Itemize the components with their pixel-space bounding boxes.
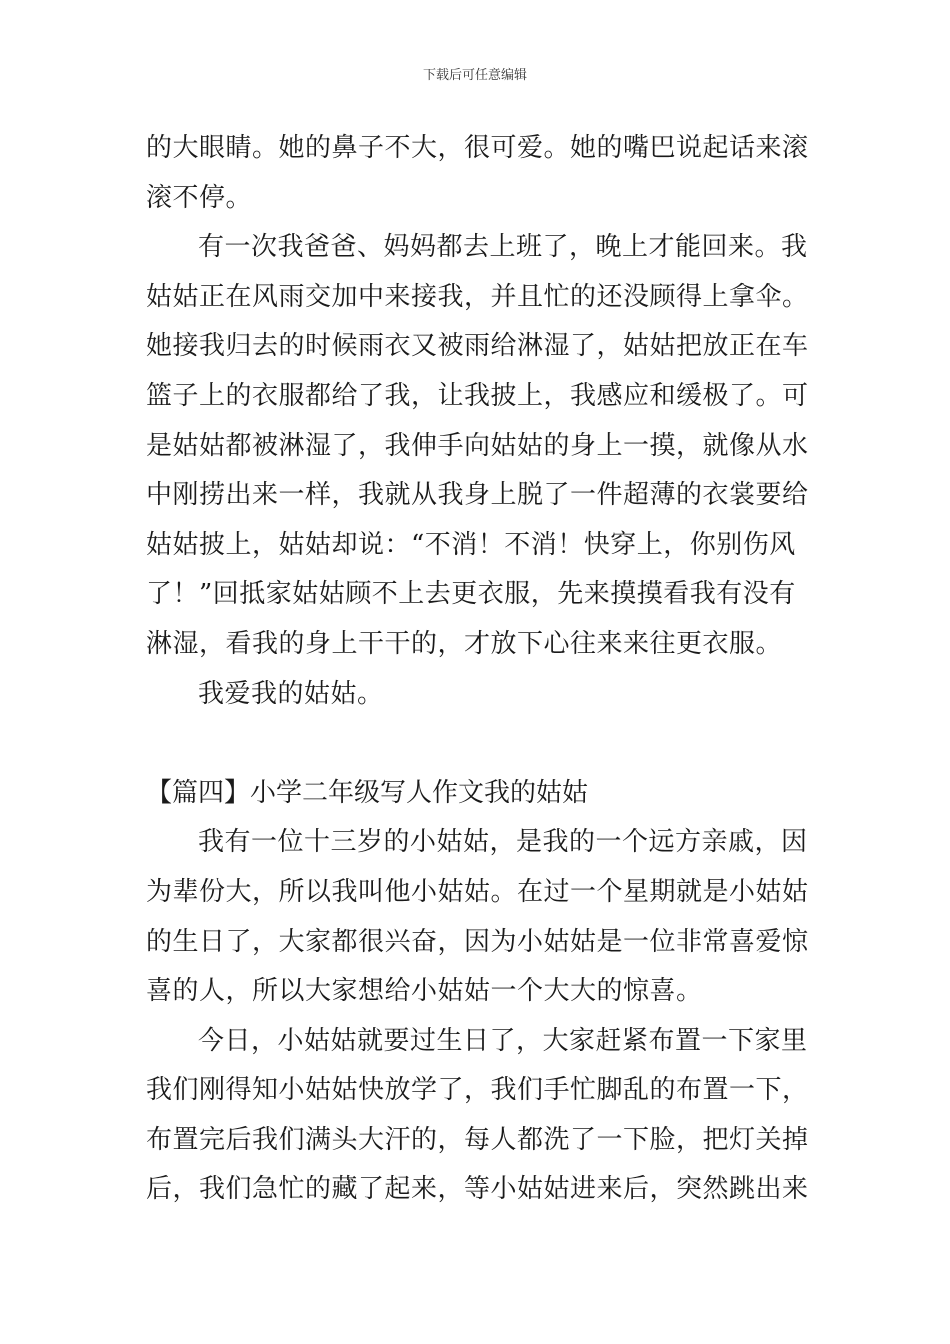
text-line: 的生日了，大家都很兴奋，因为小姑姑是一位非常喜爱惊	[146, 926, 809, 957]
text-line: 滚不停。	[146, 182, 253, 213]
paragraph	[146, 818, 808, 1016]
text-line: 了！”回抵家姑姑顾不上去更衣服，先来摸摸看我有没有	[146, 579, 796, 610]
text-line: 中刚捞出来一样，我就从我身上脱了一件超薄的衣裳要给	[146, 480, 809, 511]
text-line: 我爱我的姑姑。	[198, 678, 384, 709]
text-line: 姑姑正在风雨交加中来接我，并且忙的还没顾得上拿伞。	[146, 281, 809, 312]
paragraph	[146, 223, 808, 669]
text-line: 有一次我爸爸、妈妈都去上班了，晚上才能回来。我	[198, 232, 808, 263]
text-line: 布置完后我们满头大汗的，每人都洗了一下脸，把灯关掉	[146, 1124, 809, 1155]
text-line: 淋湿，看我的身上干干的，才放下心往来来往更衣服。	[146, 628, 783, 659]
text-line: 喜的人，所以大家想给小姑姑一个大大的惊喜。	[146, 976, 703, 1007]
text-line: 我们刚得知小姑姑快放学了，我们手忙脚乱的布置一下，	[146, 1075, 809, 1106]
page-header-note: 下载后可任意编辑	[422, 68, 527, 83]
section-spacer	[146, 719, 808, 769]
paragraph	[146, 1017, 808, 1215]
document-body	[146, 124, 808, 1215]
text-line: 篮子上的衣服都给了我，让我披上，我感应和缓极了。可	[146, 380, 809, 411]
text-line: 是姑姑都被淋湿了，我伸手向姑姑的身上一摸，就像从水	[146, 430, 809, 461]
text-line: 今日，小姑姑就要过生日了，大家赶紧布置一下家里	[198, 1025, 808, 1056]
text-line: 我有一位十三岁的小姑姑，是我的一个远方亲戚，因	[198, 827, 808, 858]
paragraph	[146, 670, 808, 720]
text-line: 为辈份大，所以我叫他小姑姑。在过一个星期就是小姑姑	[146, 876, 809, 907]
text-line: 她接我归去的时候雨衣又被雨给淋湿了，姑姑把放正在车	[146, 331, 809, 362]
text-line: 的大眼睛。她的鼻子不大，很可爱。她的嘴巴说起话来滚	[146, 133, 809, 163]
paragraph	[146, 124, 808, 223]
text-line: 姑姑披上，姑姑却说：“不消！不消！快穿上，你别伤风	[146, 529, 796, 560]
section-title: 【篇四】小学二年级写人作文我的姑姑	[146, 777, 589, 808]
text-line: 后，我们急忙的藏了起来，等小姑姑进来后，突然跳出来	[146, 1174, 809, 1205]
